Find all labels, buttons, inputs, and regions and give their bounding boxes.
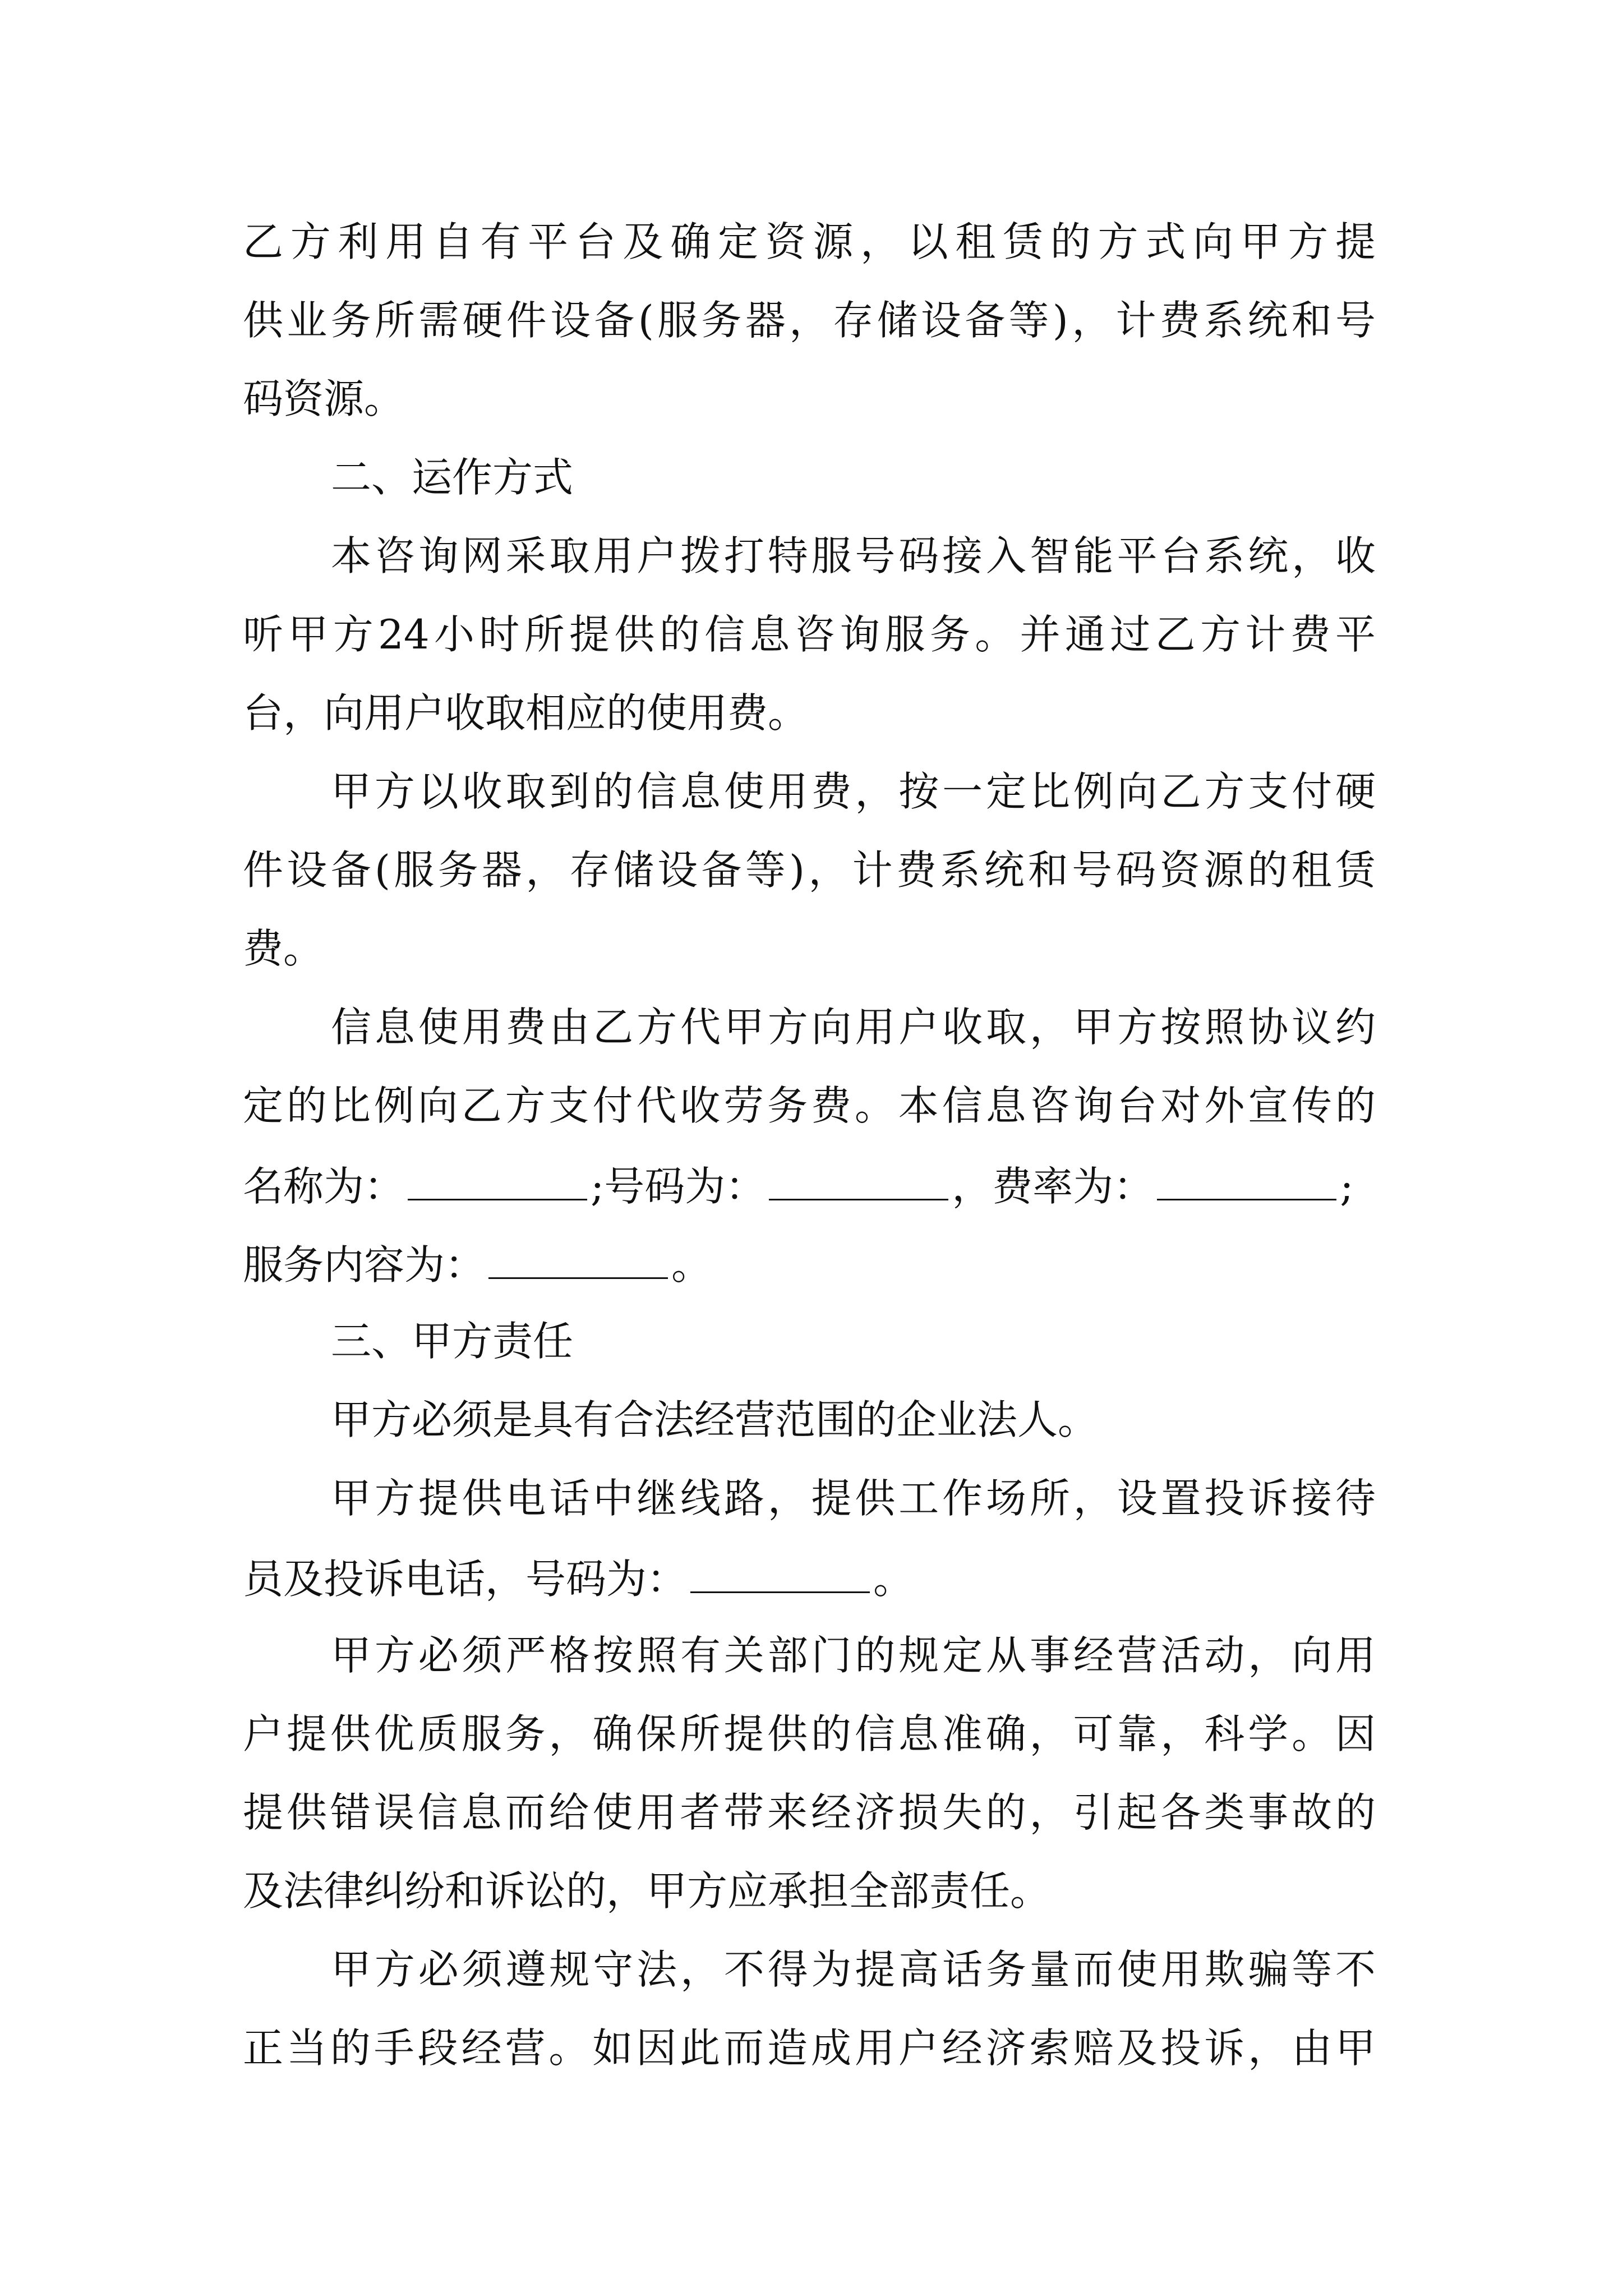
paragraph-line: 供业务所需硬件设备(服务器，存储设备等)，计费系统和号 xyxy=(243,297,1376,344)
end-punct: 。 xyxy=(873,1556,914,1603)
paragraph-line: 件设备(服务器，存储设备等)，计费系统和号码资源的租赁 xyxy=(243,846,1376,894)
paragraph-line: 甲方必须遵规守法，不得为提高话务量而使用欺骗等不 xyxy=(331,1946,1376,1993)
blank-rate xyxy=(1157,1164,1336,1200)
section-heading: 二、运作方式 xyxy=(331,454,574,501)
paragraph-line: 及法律纠纷和诉讼的，甲方应承担全部责任。 xyxy=(243,1867,1051,1915)
fill-in-line xyxy=(243,1556,914,1603)
paragraph-line: 信息使用费由乙方代甲方向用户收取，甲方按照协议约 xyxy=(331,1004,1376,1051)
fill-in-line xyxy=(243,1163,1354,1210)
end-punct: 。 xyxy=(671,1241,712,1289)
paragraph-line: 台，向用户收取相应的使用费。 xyxy=(243,689,809,737)
blank-number xyxy=(769,1164,948,1200)
paragraph-line: 听甲方24小时所提供的信息咨询服务。并通过乙方计费平 xyxy=(243,611,1376,658)
paragraph-line: 户提供优质服务，确保所提供的信息准确，可靠，科学。因 xyxy=(243,1710,1376,1757)
paragraph-line: 费。 xyxy=(243,925,324,972)
label-name: 名称为： xyxy=(243,1163,405,1210)
paragraph-line: 正当的手段经营。如因此而造成用户经济索赔及投诉，由甲 xyxy=(243,2024,1376,2072)
paragraph-line: 乙方利用自有平台及确定资源，以租赁的方式向甲方提 xyxy=(243,218,1376,265)
end-punct: ; xyxy=(1340,1163,1354,1210)
label-service: 服务内容为： xyxy=(243,1241,486,1289)
paragraph-line: 码资源。 xyxy=(243,375,405,422)
section-heading: 三、甲方责任 xyxy=(331,1318,574,1365)
label-rate: ，费率为： xyxy=(952,1163,1154,1210)
blank-service xyxy=(488,1243,668,1279)
label-number: ;号码为： xyxy=(591,1163,766,1210)
paragraph-line: 甲方必须是具有合法经营范围的企业法人。 xyxy=(331,1396,1099,1443)
blank-name xyxy=(408,1164,587,1200)
blank-complaint-number xyxy=(690,1557,870,1593)
label-complaint-number: 员及投诉电话，号码为： xyxy=(243,1556,688,1603)
paragraph-line: 本咨询网采取用户拨打特服号码接入智能平台系统，收 xyxy=(331,532,1376,579)
paragraph-line: 甲方提供电话中继线路，提供工作场所，设置投诉接待 xyxy=(331,1475,1376,1522)
paragraph-line: 甲方必须严格按照有关部门的规定从事经营活动，向用 xyxy=(331,1632,1376,1679)
paragraph-line: 甲方以收取到的信息使用费，按一定比例向乙方支付硬 xyxy=(331,768,1376,815)
paragraph-line: 定的比例向乙方支付代收劳务费。本信息咨询台对外宣传的 xyxy=(243,1082,1376,1129)
fill-in-line xyxy=(243,1241,712,1289)
paragraph-line: 提供错误信息而给使用者带来经济损失的，引起各类事故的 xyxy=(243,1789,1376,1836)
